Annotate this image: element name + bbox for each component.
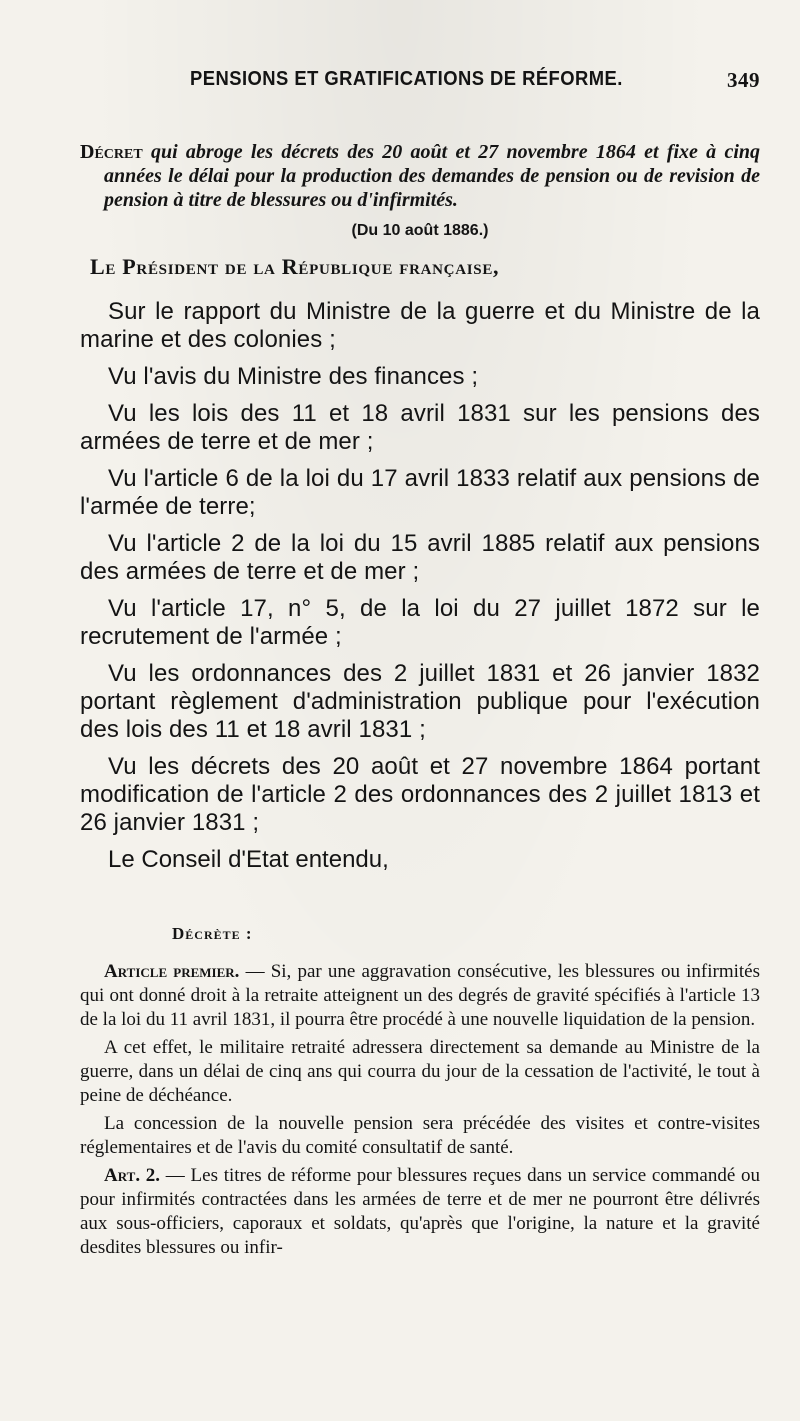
president-heading: Le Président de la République française, xyxy=(90,254,500,279)
considerant-item: Vu les ordonnances des 2 juillet 1831 et 26 janvier 1832 portant règlement d'administration publique pour l'exécution des lois des 11 et 18 avril 1831 ; xyxy=(80,660,760,743)
considerants-list xyxy=(80,298,760,837)
considerant-item: Vu l'article 2 de la loi du 15 avril 1885 relatif aux pensions des armées de terre et de mer ; xyxy=(80,530,760,585)
considerant-item: Vu l'article 6 de la loi du 17 avril 1833 relatif aux pensions de l'armée de terre; xyxy=(80,465,760,520)
article-paragraph xyxy=(80,1164,760,1260)
decree-label: Décret xyxy=(80,141,143,163)
article-paragraph xyxy=(80,960,760,1032)
article-text: A cet effet, le militaire retraité adressera directement sa demande au Ministre de la guerre, dans un délai de cinq ans qui courra du jour de la cessation de l'activité, le tout à peine de déchéance. xyxy=(80,1037,760,1106)
article-text: La concession de la nouvelle pension sera précédée des visites et contre-visites réglementaires et de l'avis du comité consultatif de santé. xyxy=(80,1113,760,1158)
considerant-item: Vu les lois des 11 et 18 avril 1831 sur les pensions des armées de terre et de mer ; xyxy=(80,400,760,455)
decree-title xyxy=(80,140,760,212)
considerant-item: Sur le rapport du Ministre de la guerre et du Ministre de la marine et des colonies ; xyxy=(80,298,760,353)
decree-date: (Du 10 août 1886.) xyxy=(351,222,489,239)
article-paragraph xyxy=(80,1112,760,1160)
article-text: — Si, par une aggravation consécutive, les blessures ou infirmités qui ont donné droit à la retraite atteignent un des degrés de gravité spécifiés à l'article 13 de la loi du 11 avril 1831, il pourra être procédé à une nouvelle liquidation de la pension. xyxy=(80,961,760,1030)
considerant-item: Vu l'avis du Ministre des finances ; xyxy=(108,363,479,390)
decree-title-text: qui abroge les décrets des 20 août et 27 novembre 1864 et fixe à cinq années le délai pour la production des demandes de pension ou de revision de pension à titre de blessures ou d'infirmités. xyxy=(104,141,761,211)
decrete-heading: Décrète : xyxy=(172,924,253,943)
considerant-item: Vu les décrets des 20 août et 27 novembre 1864 portant modification de l'article 2 des ordonnances des 2 juillet 1813 et 26 janvier 1831 ; xyxy=(80,753,760,836)
running-title: PENSIONS ET GRATIFICATIONS DE RÉFORME. xyxy=(190,68,623,90)
page-number: 349 xyxy=(727,68,760,92)
article-label: Article premier. xyxy=(104,961,240,982)
conseil-line: Le Conseil d'Etat entendu, xyxy=(108,846,389,873)
considerant-item: Vu l'article 17, n° 5, de la loi du 27 juillet 1872 sur le recrutement de l'armée ; xyxy=(80,595,760,650)
article-label: Art. 2. xyxy=(104,1165,161,1186)
article-paragraph xyxy=(80,1036,760,1108)
article-text: — Les titres de réforme pour blessures reçues dans un service commandé ou pour infirmités contractées dans les armées de terre et de mer ne pourront être délivrés aux sous-officiers, caporaux et soldats, qu'après que l'origine, la nature et la gravité desdites blessures ou infir- xyxy=(80,1165,761,1258)
page-header xyxy=(80,68,760,98)
